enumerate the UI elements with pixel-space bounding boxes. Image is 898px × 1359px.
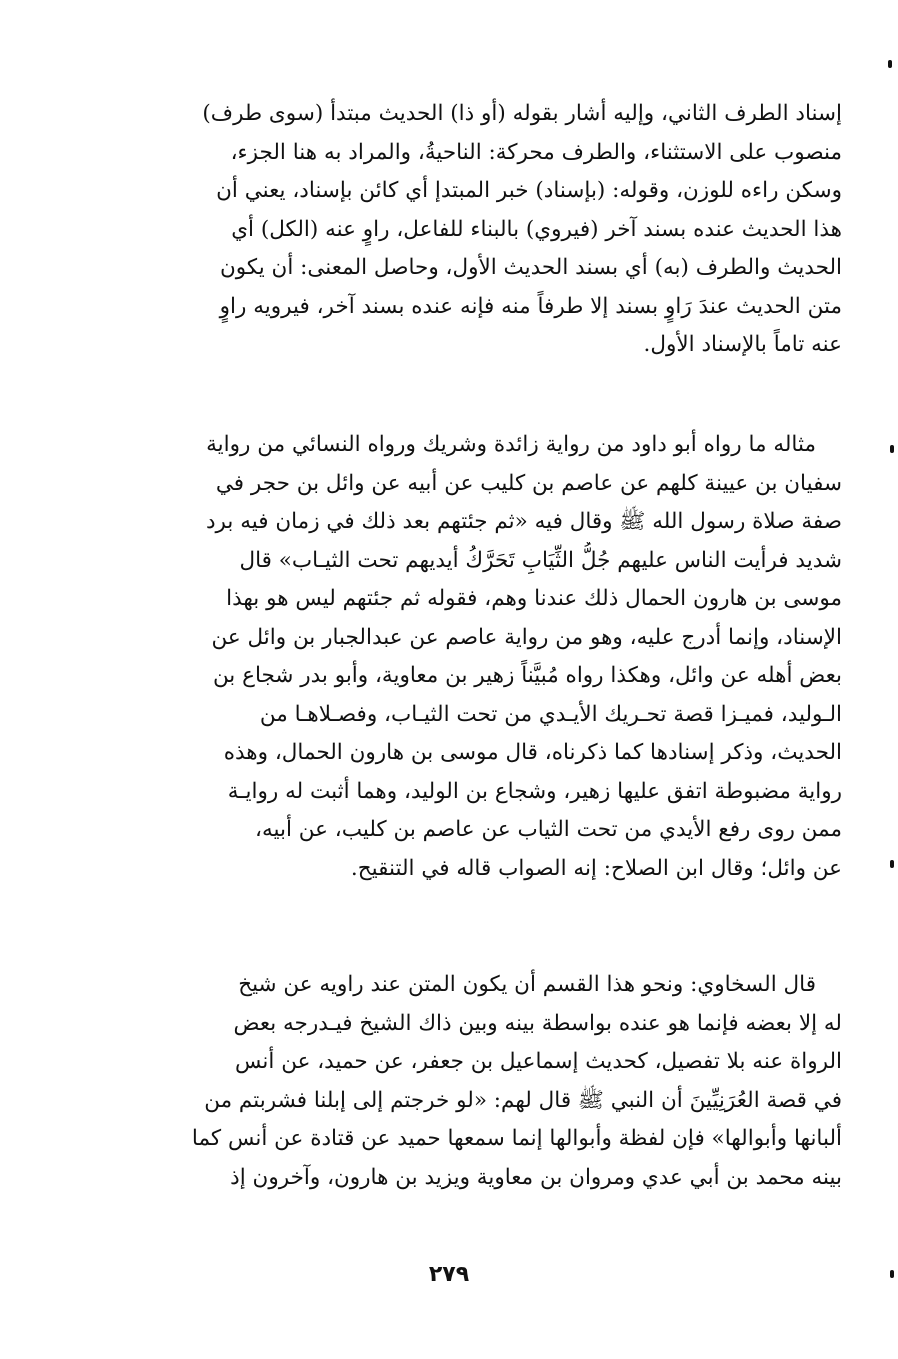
paragraph-line: الرواة عنه بلا تفصيل، كحديث إسماعيل بن جعفر، عن حميد، عن أنس: [235, 1049, 842, 1074]
scan-mark: [888, 60, 892, 68]
paragraph-line: عن وائل؛ وقال ابن الصلاح: إنه الصواب قاله في التنقيح.: [350, 855, 842, 881]
paragraph-line: رواية مضبوطة اتفق عليها زهير، وشجاع بن الوليد، وهما أثبت له روايـة: [227, 778, 842, 804]
paragraph-line: وسكن راءه للوزن، وقوله: (بإسناد) خبر المبتدإ أي كائن بإسناد، يعني أن: [216, 178, 842, 203]
scan-mark: [890, 445, 894, 453]
paragraph-line: عنه تاماً بالإسناد الأول.: [643, 332, 842, 357]
paragraph-line: في قصة العُرَنِيِّينَ أن النبي ﷺ قال لهم: «لو خرجتم إلى إبلنا فشربتم من: [204, 1087, 842, 1113]
paragraph-line: الحديث والطرف (به) أي بسند الحديث الأول، وحاصل المعنى: أن يكون: [219, 255, 842, 280]
paragraph-line: قال السخاوي: ونحو هذا القسم أن يكون المتن عند راويه عن شيخ: [238, 972, 816, 997]
paragraph-line: له إلا بعضه فإنما هو عنده بواسطة بينه وبين ذاك الشيخ فيـدرجه بعض: [233, 1010, 842, 1036]
paragraph-line: بينه محمد بن أبي عدي ومروان بن معاوية ويزيد بن هارون، وآخرون إذ: [230, 1164, 842, 1190]
paragraph-1: [132, 95, 842, 365]
scan-mark: [890, 860, 894, 868]
paragraph-line: الإسناد، وإنما أدرج عليه، وهو من رواية عاصم عن عبدالجبار بن وائل عن: [211, 624, 842, 650]
paragraph-line: الحديث، وذكر إسنادها كما ذكرناه، قال موسى بن هارون الحمال، وهذه: [223, 740, 842, 765]
paragraph-line: ألبانها وأبوالها» فإن لفظة وأبوالها إنما سمعها حميد عن قتادة عن أنس كما: [191, 1126, 842, 1151]
paragraph-line: متن الحديث عندَ رَاوٍ بسند إلا طرفاً منه فإنه عنده بسند آخر، فيرويه راوٍ: [219, 293, 842, 319]
paragraph-line: صفة صلاة رسول الله ﷺ وقال فيه «ثم جئتهم بعد ذلك في زمان فيه برد: [205, 509, 842, 534]
scan-mark: [890, 1270, 894, 1278]
paragraph-line: موسى بن هارون الحمال ذلك عندنا وهم، فقوله ثم جئتهم ليس هو بهذا: [226, 586, 842, 611]
paragraph-line: سفيان بن عيينة كلهم عن عاصم بن كليب عن أبيه عن وائل بن حجر في: [215, 470, 842, 496]
paragraph-line: مثاله ما رواه أبو داود من رواية زائدة وشريك ورواه النسائي من رواية: [206, 432, 816, 457]
paragraph-line: شديد فرأيت الناس عليهم جُلُّ الثِّيَابِ تَحَرَّكُ أيديهم تحت الثيـاب» قال: [239, 547, 842, 573]
page-number: ٢٧٩: [428, 1262, 470, 1287]
paragraph-2: [132, 426, 842, 888]
paragraph-line: هذا الحديث عنده بسند آخر (فيروي) بالبناء للفاعل، راوٍ عنه (الكل) أي: [231, 216, 842, 242]
paragraph-3: [132, 966, 842, 1197]
paragraph-line: منصوب على الاستثناء، والطرف محركة: الناحيةُ، والمراد به هنا الجزء،: [230, 139, 842, 165]
paragraph-line: ممن روى رفع الأيدي من تحت الثياب عن عاصم بن كليب، عن أبيه،: [255, 817, 842, 842]
paragraph-line: بعض أهله عن وائل، وهكذا رواه مُبيَّناً زهير بن معاوية، وأبو بدر شجاع بن: [212, 663, 842, 688]
paragraph-line: الـوليد، فميـزا قصة تحـريك الأيـدي من تحت الثيـاب، وفصـلاهـا من: [259, 701, 842, 727]
paragraph-line: إسناد الطرف الثاني، وإليه أشار بقوله (أو ذا) الحديث مبتدأ (سوى طرف): [202, 101, 842, 126]
